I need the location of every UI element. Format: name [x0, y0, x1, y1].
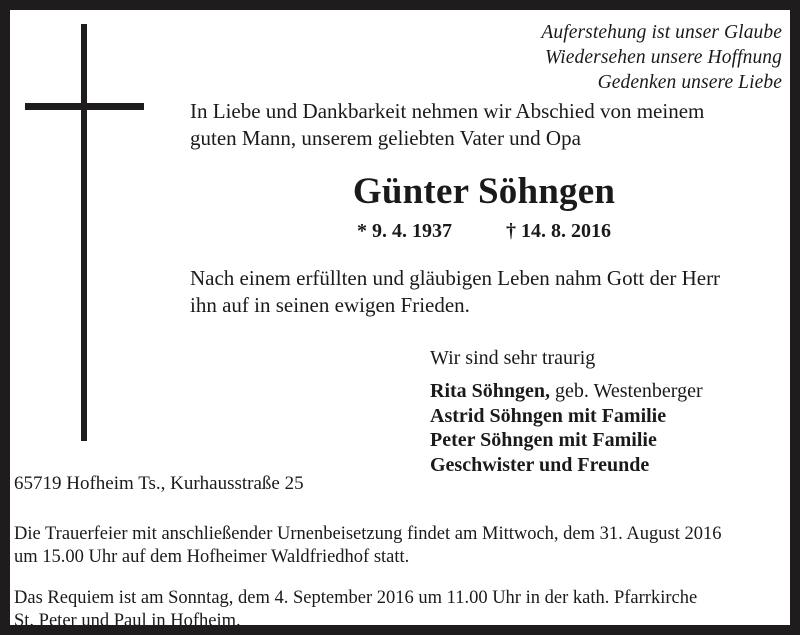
cross-icon: [10, 10, 190, 450]
death-date: 14. 8. 2016: [521, 220, 611, 242]
epigraph-line-2: Wiedersehen unsere Hoffnung: [544, 47, 782, 68]
requiem-info: [14, 587, 778, 633]
mourner-widow: [430, 379, 778, 404]
requiem-line-1: Das Requiem ist am Sonntag, dem 4. September 2016 um 11.00 Uhr in der kath. Pfarrkirche: [14, 588, 698, 608]
birth-date: 9. 4. 1937: [372, 220, 452, 242]
mourners-lead-text: Wir sind sehr traurig: [430, 347, 596, 369]
mourner-widow-maiden-name: geb. Westenberger: [555, 380, 703, 402]
requiem-line-2: St. Peter und Paul in Hofheim.: [14, 611, 241, 631]
mourners-block: [190, 345, 778, 477]
memorial-verse-line-1: Nach einem erfüllten und gläubigen Leben nahm Gott der Herr: [190, 266, 721, 290]
epigraph-line-3: Gedenken unsere Liebe: [597, 72, 782, 93]
mourner-line-peter: Peter Söhngen mit Familie: [430, 429, 657, 451]
deceased-name: Günter Söhngen: [352, 171, 616, 212]
memorial-verse: [190, 265, 778, 319]
epigraph: [541, 20, 782, 95]
footer-details: [14, 472, 778, 633]
introduction-text: [190, 98, 778, 152]
birth-symbol: *: [357, 220, 367, 242]
cross-horizontal-bar: [25, 103, 144, 110]
life-dates: [190, 220, 778, 243]
funeral-service-line-2: um 15.00 Uhr auf dem Hofheimer Waldfriedhof statt.: [14, 547, 410, 567]
death-symbol: †: [506, 220, 516, 242]
introduction-line-2: guten Mann, unserem geliebten Vater und Opa: [190, 126, 581, 150]
mourner-line-siblings-friends: Geschwister und Freunde: [430, 453, 650, 476]
mourner-line-astrid: Astrid Söhngen mit Familie: [430, 404, 667, 427]
memorial-verse-line-2: ihn auf in seinen ewigen Frieden.: [190, 293, 470, 317]
epigraph-line-1: Auferstehung ist unser Glaube: [541, 22, 782, 43]
address-line: 65719 Hofheim Ts., Kurhausstraße 25: [14, 473, 304, 494]
notice-inner-area: [10, 10, 790, 631]
funeral-service-line-1: Die Trauerfeier mit anschließender Urnenbeisetzung findet am Mittwoch, dem 31. August 2016: [14, 524, 722, 544]
mourner-widow-name: Rita Söhngen,: [430, 380, 551, 402]
cross-vertical-stem: [81, 24, 87, 441]
funeral-service-info: [14, 523, 778, 569]
introduction-line-1: In Liebe und Dankbarkeit nehmen wir Abschied von meinem: [190, 99, 705, 123]
main-content-column: [190, 98, 778, 477]
